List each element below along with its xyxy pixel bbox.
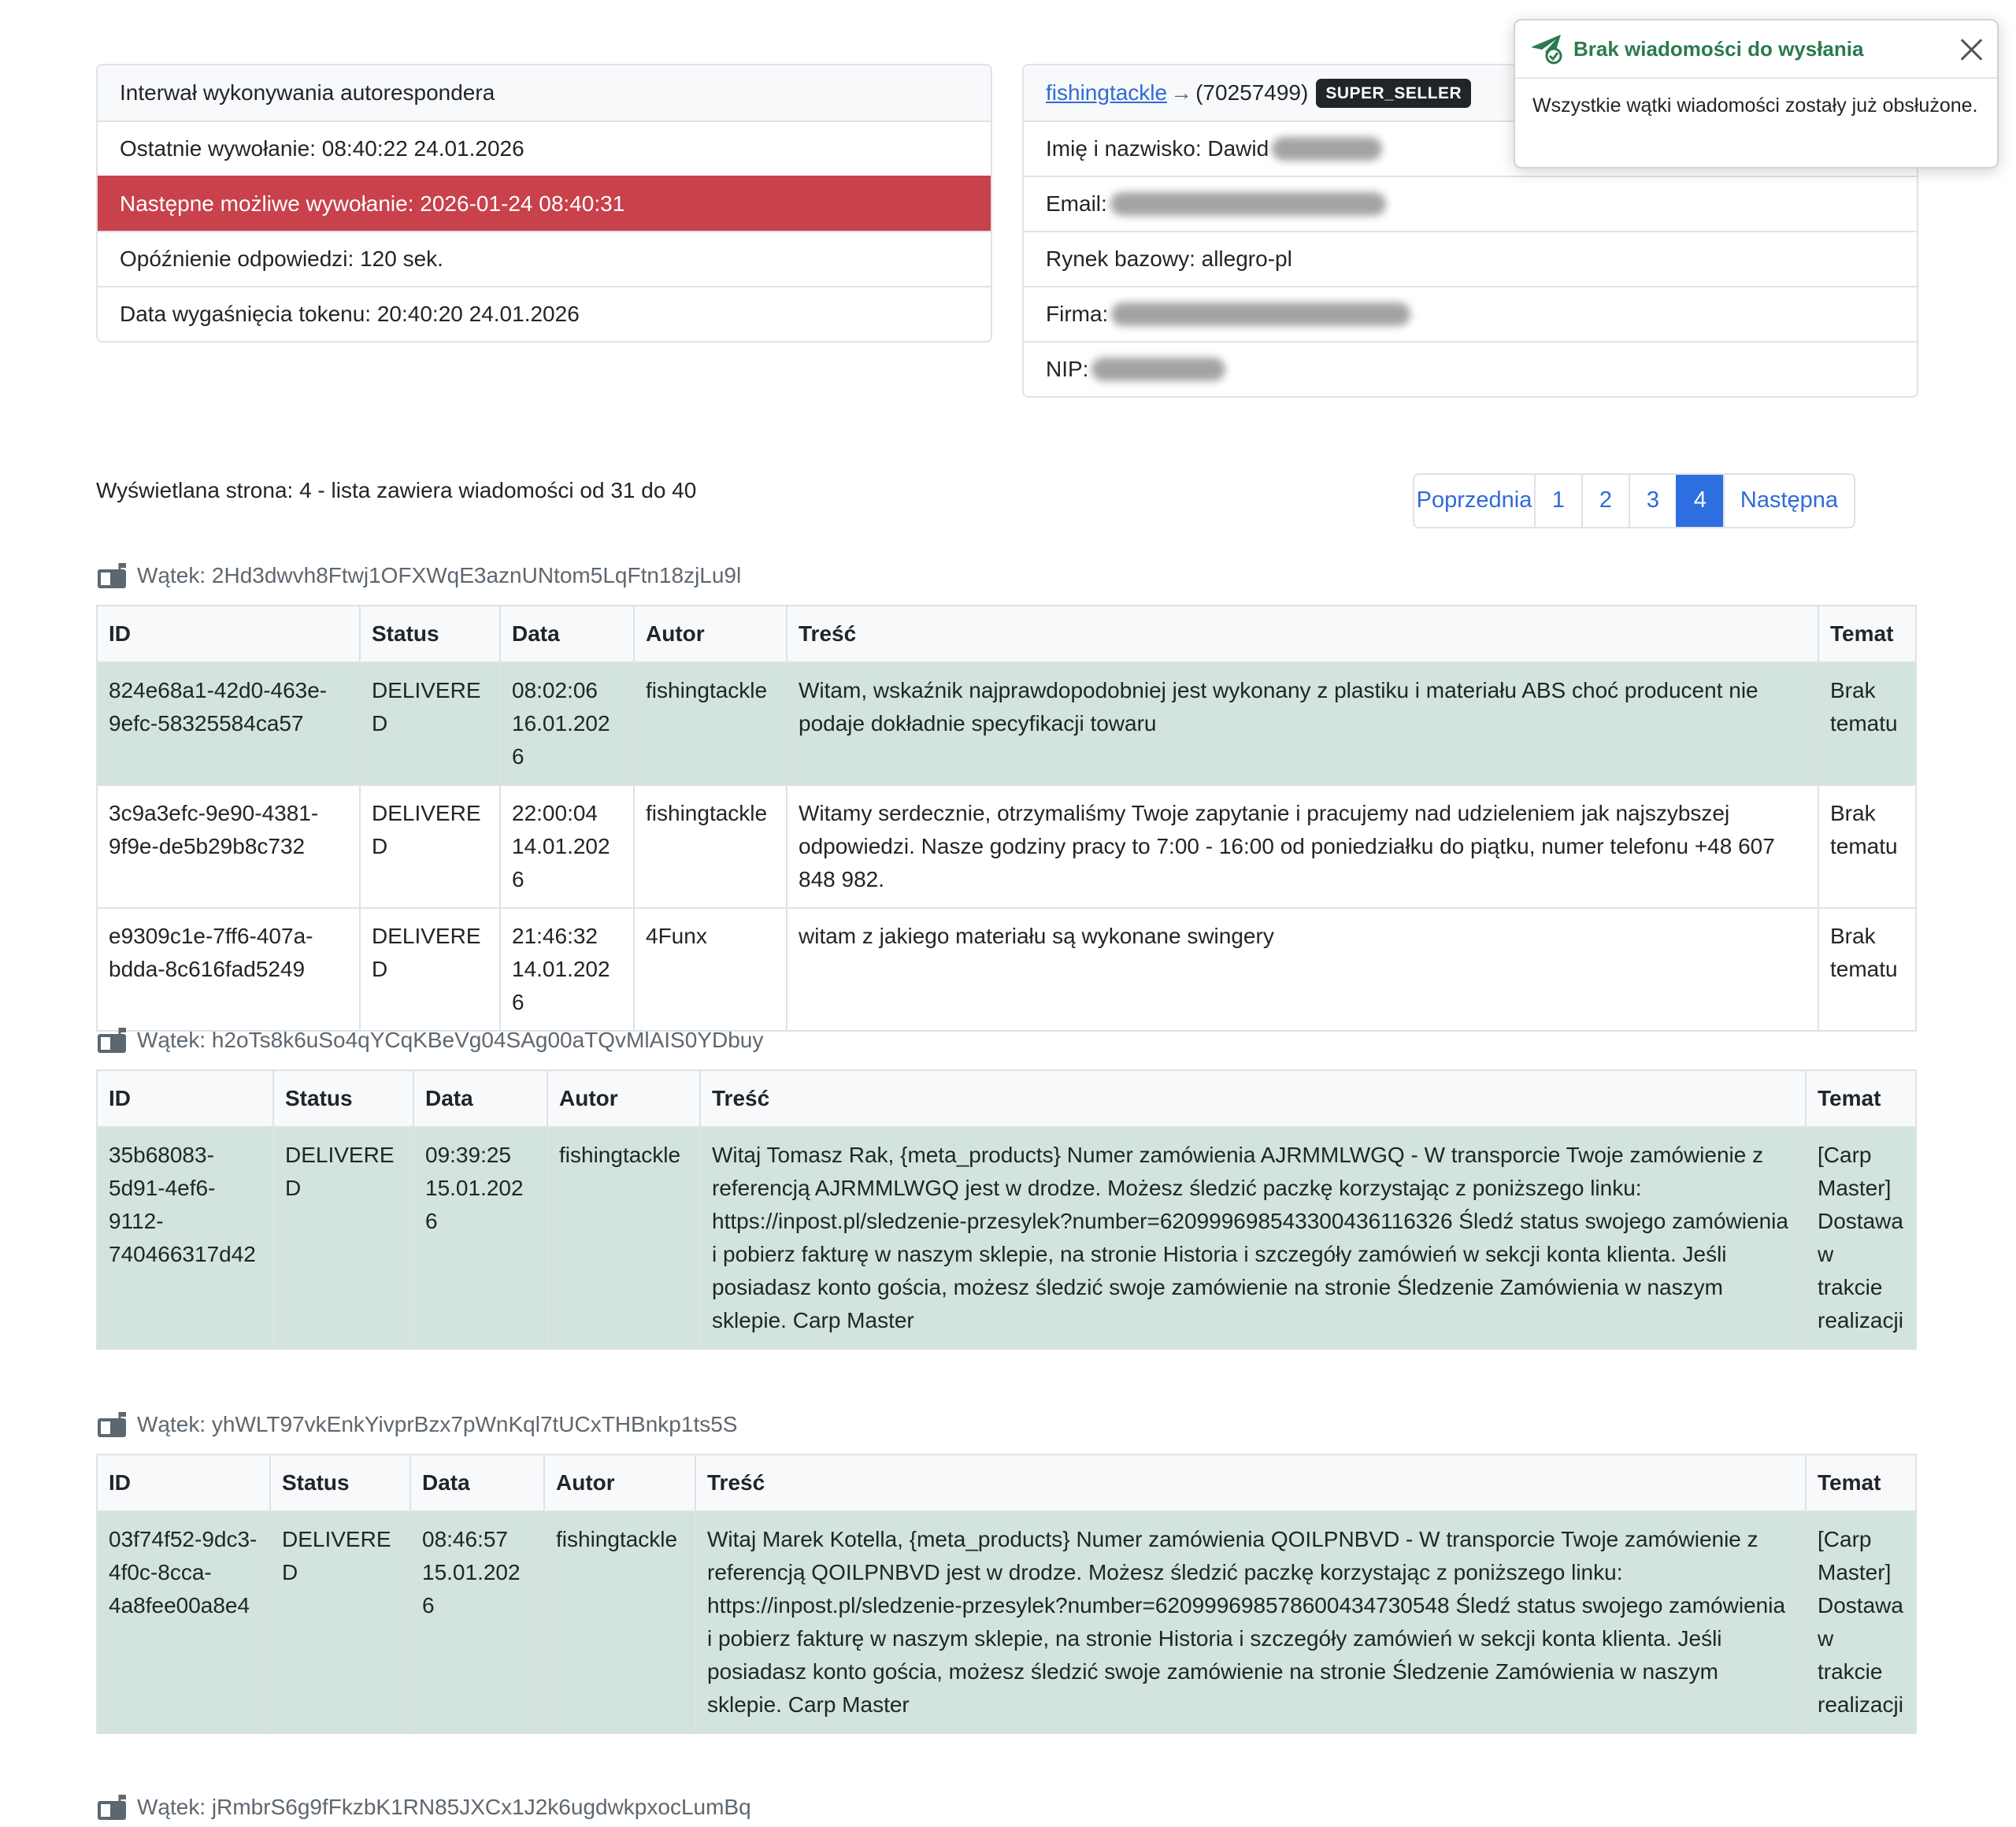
cell-date: 09:39:25 15.01.2026 (413, 1127, 547, 1349)
cell-status: DELIVERED (360, 785, 500, 908)
cell-subject: [Carp Master] Dostawa w trakcie realizacji (1806, 1127, 1916, 1349)
col-status: Status (270, 1455, 410, 1511)
cell-subject: Brak tematu (1818, 785, 1916, 908)
col-id: ID (97, 606, 360, 662)
mailbox-icon (96, 1410, 129, 1439)
cell-date: 22:00:04 14.01.2026 (500, 785, 634, 908)
thread-table (96, 1069, 1917, 1350)
cell-date: 21:46:32 14.01.2026 (500, 908, 634, 1031)
account-nip (1024, 341, 1917, 396)
col-date: Data (410, 1455, 544, 1511)
username-link[interactable]: fishingtackle (1046, 80, 1168, 105)
col-subject: Temat (1806, 1070, 1916, 1127)
col-date: Data (413, 1070, 547, 1127)
redacted-email (1110, 192, 1386, 216)
pagination-page-2[interactable]: 2 (1581, 475, 1629, 527)
col-status: Status (273, 1070, 413, 1127)
thread-label: Wątek: jRmbrS6g9fFkzbK1RN85JXCx1J2k6ugdwkpxocLumBq (137, 1795, 751, 1819)
cell-status: DELIVERED (270, 1511, 410, 1733)
col-status: Status (360, 606, 500, 662)
cell-content: witam z jakiego materiału są wykonane swingery (787, 908, 1818, 1031)
next-call: Następne możliwe wywołanie: 2026-01-24 08:40:31 (98, 176, 991, 231)
table-header-row (97, 606, 1916, 662)
toast-header (1515, 20, 1997, 79)
arrow-icon: → (1170, 80, 1193, 105)
cell-content: Witamy serdecznie, otrzymaliśmy Twoje zapytanie i pracujemy nad udzieleniem jak najszybszej odpowiedzi. Nasze godziny pracy to 7:00 - 16:00 od poniedziałku do piątku, numer telefonu +48 607 848 982. (787, 785, 1818, 908)
cell-content: Witam, wskaźnik najprawdopodobniej jest wykonany z plastiku i materiału ABS choć producent nie podaje dokładnie specyfikacji towaru (787, 662, 1818, 785)
close-icon[interactable] (1959, 37, 1983, 61)
mailbox-icon (96, 561, 129, 590)
cell-author: fishingtackle (547, 1127, 700, 1349)
token-expiry: Data wygaśnięcia tokenu: 20:40:20 24.01.2026 (98, 286, 991, 341)
account-email (1024, 176, 1917, 231)
table-header-row (97, 1070, 1916, 1127)
cell-status: DELIVERED (360, 908, 500, 1031)
col-id: ID (97, 1070, 273, 1127)
cell-author: fishingtackle (634, 785, 787, 908)
toast-title: Brak wiadomości do wysłania (1573, 36, 1864, 61)
table-header-row (97, 1455, 1916, 1511)
thread-heading (96, 1791, 751, 1824)
col-content: Treść (787, 606, 1818, 662)
page-info: Wyświetlana strona: 4 - lista zawiera wiadomości od 31 do 40 (96, 478, 697, 502)
thread-table (96, 1454, 1917, 1734)
redacted-nip (1091, 358, 1225, 381)
cell-content: Witaj Tomasz Rak, {meta_products} Numer zamówienia AJRMMLWGQ - W transporcie Twoje zamówienie z referencją AJRMMLWGQ jest w drodze. Możesz śledzić paczkę korzystając z poniższego linku: https://inpost.pl/sledzenie-przesylek?number=620999698543300436116326 Śledź status swojego zamówienia i pobierz fakturę w naszym sklepie, na stronie Historia i szczegóły zamówień w sekcji konta klienta. Jeśli posiadasz konto gościa, możesz śledzić swoje zamówienie na stronie Śledzenie Zamówienia w naszym sklepie. Carp Master (700, 1127, 1806, 1349)
cell-content: Witaj Marek Kotella, {meta_products} Numer zamówienia QOILPNBVD - W transporcie Twoje zamówienie z referencją QOILPNBVD jest w drodze. Możesz śledzić paczkę korzystając z poniższego linku: https://inpost.pl/sledzenie-przesylek?number=620999698578600434730548 Śledź status swojego zamówienia i pobierz fakturę w naszym sklepie, na stronie Historia i szczegóły zamówień w sekcji konta klienta. Jeśli posiadasz konto gościa, możesz śledzić swoje zamówienie na stronie Śledzenie Zamówienia w naszym sklepie. Carp Master (695, 1511, 1806, 1733)
pagination-page-3[interactable]: 3 (1629, 475, 1676, 527)
cell-id: e9309c1e-7ff6-407a-bdda-8c616fad5249 (97, 908, 360, 1031)
toast-notification (1514, 19, 1999, 169)
last-call: Ostatnie wywołanie: 08:40:22 24.01.2026 (98, 120, 991, 176)
col-subject: Temat (1818, 606, 1916, 662)
company-label: Firma: (1046, 302, 1109, 326)
interval-label: Interwał wykonywania autorespondera (98, 65, 991, 120)
col-author: Autor (547, 1070, 700, 1127)
cell-subject: [Carp Master] Dostawa w trakcie realizacji (1806, 1511, 1916, 1733)
pagination-next[interactable]: Następna (1723, 475, 1854, 527)
table-row (97, 662, 1916, 785)
mailbox-icon (96, 1026, 129, 1054)
thread-label: Wątek: h2oTs8k6uSo4qYCqKBeVg04SAg00aTQvMlAIS0YDbuy (137, 1028, 764, 1052)
thread-table (96, 605, 1917, 1032)
cell-subject: Brak tematu (1818, 662, 1916, 785)
cell-date: 08:02:06 16.01.2026 (500, 662, 634, 785)
redacted-name (1272, 137, 1382, 161)
cell-subject: Brak tematu (1818, 908, 1916, 1031)
nip-label: NIP: (1046, 357, 1089, 381)
col-author: Autor (634, 606, 787, 662)
col-id: ID (97, 1455, 270, 1511)
col-author: Autor (544, 1455, 695, 1511)
cell-status: DELIVERED (360, 662, 500, 785)
email-label: Email: (1046, 191, 1107, 216)
col-date: Data (500, 606, 634, 662)
cell-author: 4Funx (634, 908, 787, 1031)
cell-author: fishingtackle (544, 1511, 695, 1733)
thread-label: Wątek: 2Hd3dwvh8Ftwj1OFXWqE3aznUNtom5LqFtn18zjLu9l (137, 563, 742, 587)
cell-id: 03f74f52-9dc3-4f0c-8cca-4a8fee00a8e4 (97, 1511, 270, 1733)
redacted-company (1111, 302, 1410, 326)
col-subject: Temat (1806, 1455, 1916, 1511)
table-row (97, 785, 1916, 908)
thread-heading (96, 559, 741, 592)
pagination-page-1[interactable]: 1 (1534, 475, 1581, 527)
col-content: Treść (695, 1455, 1806, 1511)
thread-heading (96, 1408, 737, 1441)
cell-status: DELIVERED (273, 1127, 413, 1349)
cell-id: 824e68a1-42d0-463e-9efc-58325584ca57 (97, 662, 360, 785)
pagination-page-4[interactable]: 4 (1676, 475, 1723, 527)
pagination-prev[interactable]: Poprzednia (1414, 475, 1534, 527)
response-delay: Opóźnienie odpowiedzi: 120 sek. (98, 231, 991, 286)
mailbox-icon (96, 1793, 129, 1821)
user-id: (70257499) (1195, 80, 1309, 105)
pagination (1413, 473, 1855, 528)
thread-label: Wątek: yhWLT97vkEnkYivprBzx7pWnKql7tUCxTHBnkp1ts5S (137, 1412, 738, 1436)
send-check-icon (1529, 33, 1564, 65)
account-company (1024, 286, 1917, 341)
cell-date: 08:46:57 15.01.2026 (410, 1511, 544, 1733)
account-market: Rynek bazowy: allegro-pl (1024, 231, 1917, 286)
autoresponder-panel (96, 64, 992, 343)
table-row (97, 908, 1916, 1031)
col-content: Treść (700, 1070, 1806, 1127)
name-label: Imię i nazwisko: Dawid (1046, 136, 1269, 161)
super-seller-badge: SUPER_SELLER (1316, 79, 1471, 108)
cell-id: 35b68083-5d91-4ef6-9112-740466317d42 (97, 1127, 273, 1349)
toast-body: Wszystkie wątki wiadomości zostały już obsłużone. (1532, 94, 1978, 117)
thread-heading (96, 1024, 763, 1057)
cell-id: 3c9a3efc-9e90-4381-9f9e-de5b29b8c732 (97, 785, 360, 908)
table-row (97, 1511, 1916, 1733)
cell-author: fishingtackle (634, 662, 787, 785)
table-row (97, 1127, 1916, 1349)
